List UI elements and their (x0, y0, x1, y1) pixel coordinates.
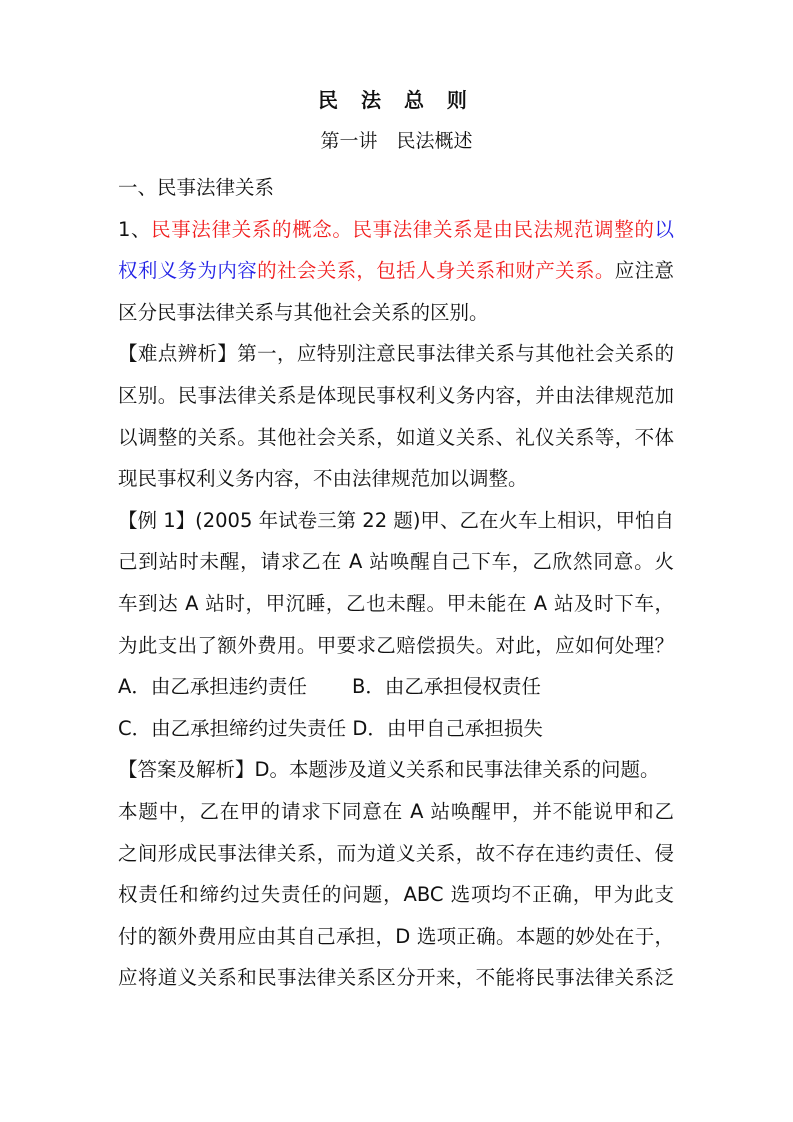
highlighted-text: 以 (654, 217, 674, 241)
text-line (118, 375, 674, 417)
text-line (118, 874, 674, 916)
text-segment: 区分民事法律关系与其他社会关系的区别。 (118, 300, 489, 324)
text-line (118, 833, 674, 875)
text-segment: 应将道义关系和民事法律关系区分开来，不能将民事法律关系泛 (118, 966, 674, 990)
document-body (118, 167, 674, 999)
text-line (118, 666, 674, 708)
text-segment: A．由乙承担违约责任 B．由乙承担侵权责任 (118, 675, 541, 699)
text-segment: 【例 1】(2005 年试卷三第 22 题)甲、乙在火车上相识，甲怕自 (118, 508, 674, 532)
text-segment: 应注意 (614, 259, 674, 283)
text-segment: 以调整的关系。其他社会关系，如道义关系、礼仪关系等，不体 (118, 425, 674, 449)
text-segment: C．由乙承担缔约过失责任 D．由甲自己承担损失 (118, 716, 543, 740)
text-segment: 【难点辨析】第一，应特别注意民事法律关系与其他社会关系的 (118, 342, 674, 366)
text-line (118, 500, 674, 542)
text-segment: 车到达 A 站时，甲沉睡，乙也未醒。甲未能在 A 站及时下车， (118, 591, 674, 615)
text-line (118, 916, 674, 958)
text-segment: 本题中，乙在甲的请求下同意在 A 站唤醒甲，并不能说甲和乙 (118, 799, 674, 823)
text-line (118, 749, 674, 791)
text-line (118, 417, 674, 459)
highlighted-text: 民事法律关系的概念。民事法律关系是由民法规范调整的 (151, 217, 655, 241)
text-segment: 一、民事法律关系 (118, 176, 275, 199)
text-line (118, 957, 674, 999)
text-line (118, 292, 674, 334)
text-line (118, 791, 674, 833)
text-line (118, 708, 674, 750)
text-line (118, 209, 674, 251)
text-line (118, 333, 674, 375)
document-title: 民 法 总 则 (318, 88, 475, 112)
text-line (118, 458, 674, 500)
text-segment: 之间形成民事法律关系，而为道义关系，故不存在违约责任、侵 (118, 841, 674, 865)
text-line (118, 250, 674, 292)
text-line (118, 167, 674, 209)
text-line (118, 625, 674, 667)
text-line (118, 583, 674, 625)
highlighted-text: 权利义务为内容 (118, 259, 258, 283)
highlighted-text: 的社会关系，包括人身关系和财产关系。 (257, 259, 615, 283)
text-segment: 为此支出了额外费用。甲要求乙赔偿损失。对此，应如何处理？ (118, 633, 674, 657)
text-segment: 区别。民事法律关系是体现民事权利义务内容，并由法律规范加 (118, 383, 674, 407)
text-segment: 权责任和缔约过失责任的问题，ABC 选项均不正确，甲为此支 (118, 883, 674, 907)
text-segment: 付的额外费用应由其自己承担，D 选项正确。本题的妙处在于， (118, 924, 674, 948)
lecture-subtitle: 第一讲 民法概述 (320, 130, 473, 152)
text-segment: 己到站时未醒，请求乙在 A 站唤醒自己下车，乙欣然同意。火 (118, 550, 674, 574)
text-segment: 【答案及解析】D。本题涉及道义关系和民事法律关系的问题。 (118, 758, 660, 782)
text-line (118, 541, 674, 583)
text-segment: 现民事权利义务内容，不由法律规范加以调整。 (118, 467, 528, 491)
text-segment: 1、 (118, 217, 152, 241)
